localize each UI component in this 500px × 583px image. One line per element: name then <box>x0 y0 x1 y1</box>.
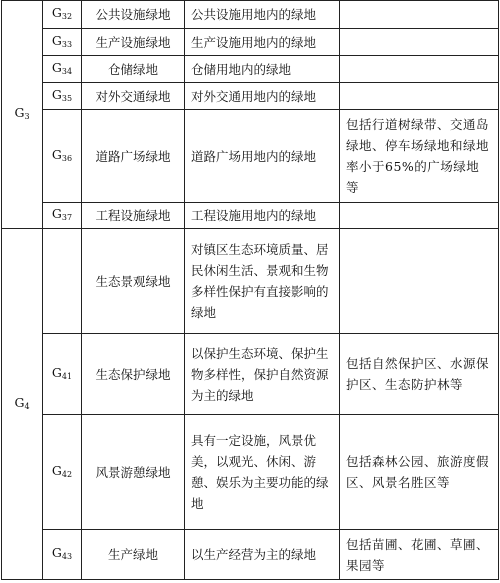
category-content: 对外交通用地内的绿地 <box>185 83 340 110</box>
sub-category-code: $G_{43}$ <box>43 530 82 580</box>
category-name: 生产设施绿地 <box>82 29 185 56</box>
category-content: 生产设施用地内的绿地 <box>185 29 340 56</box>
category-note: 包括行道树绿带、交通岛绿地、停车场绿地和绿地率小于65%的广场绿地等 <box>340 110 499 203</box>
sub-category-code: $G_{34}$ <box>43 56 82 83</box>
category-content: 具有一定设施，风景优美，以观光、休闲、游憩、娱乐为主要功能的绿地 <box>185 415 340 530</box>
table-row <box>2 229 499 334</box>
category-name: 风景游憩绿地 <box>82 415 185 530</box>
major-category-code: $G_3$ <box>2 1 43 229</box>
sub-category-code: $G_{35}$ <box>43 83 82 110</box>
category-note: 包括自然保护区、水源保护区、生态防护林等 <box>340 334 499 415</box>
sub-category-code: $G_{32}$ <box>43 1 82 29</box>
category-name: 生态保护绿地 <box>82 334 185 415</box>
table-row <box>2 530 499 580</box>
category-content: 工程设施用地内的绿地 <box>185 203 340 229</box>
category-note: 包括森林公园、旅游度假区、风景名胜区等 <box>340 415 499 530</box>
category-content: 公共设施用地内的绿地 <box>185 1 340 29</box>
table-row <box>2 415 499 530</box>
category-content: 对镇区生态环境质量、居民休闲生活、景观和生物多样性保护有直接影响的绿地 <box>185 229 340 334</box>
category-content: 以保护生态环境、保护生物多样性，保护自然资源为主的绿地 <box>185 334 340 415</box>
category-note <box>340 203 499 229</box>
table-row <box>2 83 499 110</box>
category-note <box>340 1 499 29</box>
table-row <box>2 110 499 203</box>
category-note <box>340 56 499 83</box>
table-row <box>2 56 499 83</box>
category-content: 仓储用地内的绿地 <box>185 56 340 83</box>
table-row <box>2 29 499 56</box>
category-name: 仓储绿地 <box>82 56 185 83</box>
category-name: 公共设施绿地 <box>82 1 185 29</box>
sub-category-code: $G_{33}$ <box>43 29 82 56</box>
major-category-code: $G_4$ <box>2 229 43 580</box>
sub-category-code: $G_{42}$ <box>43 415 82 530</box>
category-note <box>340 229 499 334</box>
category-name: 道路广场绿地 <box>82 110 185 203</box>
category-content: 以生产经营为主的绿地 <box>185 530 340 580</box>
table-row <box>2 203 499 229</box>
sub-category-code: $G_{41}$ <box>43 334 82 415</box>
table-row <box>2 334 499 415</box>
table-row <box>2 1 499 29</box>
category-note: 包括苗圃、花圃、草圃、果园等 <box>340 530 499 580</box>
sub-category-code: $G_{37}$ <box>43 203 82 229</box>
land-classification-table <box>1 0 499 580</box>
category-name: 生产绿地 <box>82 530 185 580</box>
sub-category-code: $G_{36}$ <box>43 110 82 203</box>
category-content: 道路广场用地内的绿地 <box>185 110 340 203</box>
category-name: 生态景观绿地 <box>82 229 185 334</box>
category-name: 对外交通绿地 <box>82 83 185 110</box>
category-name: 工程设施绿地 <box>82 203 185 229</box>
category-note <box>340 83 499 110</box>
sub-category-code <box>43 229 82 334</box>
category-note <box>340 29 499 56</box>
